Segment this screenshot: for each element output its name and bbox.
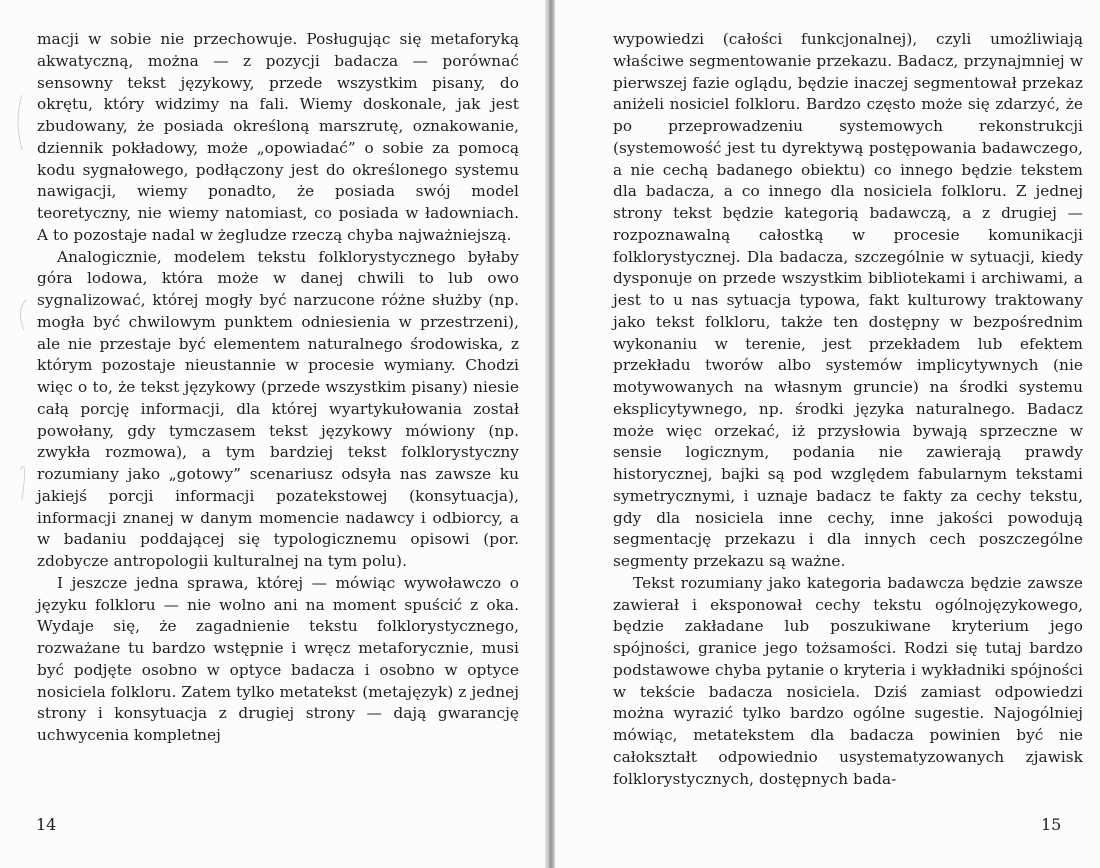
left-page-text: [37, 29, 519, 747]
left-paragraph-3: I jeszcze jedna sprawa, której — mówiąc wywoławczo o języku folkloru — nie wolno ani na moment spuścić z oka. Wydaje się, że zagadnienie tekstu folklorystycznego, rozważane tu bardzo wstępnie i wręcz metaforycznie, musi być podjęte osobno w optyce badacza i osobno w optyce nosiciela folkloru. Zatem tylko metatekst (metajęzyk) z jednej strony i konsytuacja z drugiej strony — dają gwarancję uchwycenia kompletnej: [37, 573, 519, 744]
right-page-number: 15: [1041, 815, 1062, 834]
right-paragraph-2: Tekst rozumiany jako kategoria badawcza będzie zawsze zawierał i eksponował cechy tekstu ogólnojęzykowego, będzie zakładane lub poszukiwane kryterium jego spójności, granice jego tożsamości. Rodzi się tutaj bardzo podstawowe chyba pytanie o kryteria i wykładniki spójności w tekście badacza nosiciela. Dziś zamiast odpowiedzi można wyrazić tylko bardzo ogólne sugestie. Najogólniej mówiąc, metatekstem dla badacza powinien być nie całokształt odpowiednio usystematyzowanych zjawisk folklorystycznych, dostępnych bada-: [613, 573, 1083, 788]
pencil-stroke-1: [18, 95, 22, 150]
right-page-text: [613, 29, 1083, 790]
pencil-stroke-2: [20, 300, 26, 330]
pencil-stroke-3: [20, 466, 25, 500]
right-paragraph-1: wypowiedzi (całości funkcjonalnej), czyli umożliwiają właściwe segmentowanie przekazu. Badacz, przynajmniej w pierwszej fazie oglądu, będzie inaczej segmentował przekaz aniżeli nosiciel folkloru. Bardzo często może się zdarzyć, że po przeprowadzeniu systemowych rekonstrukcji (systemowość jest tu dyrektywą postępowania badawczego, a nie cechą badanego obiektu) co innego będzie tekstem dla badacza, a co innego dla nosiciela folkloru. Z jednej strony tekst będzie kategorią badawczą, a z drugiej — rozpoznawalną całostką w procesie komunikacji folklorystycznej. Dla badacza, szczególnie w sytuacji, kiedy dysponuje on przede wszystkim bibliotekami i archiwami, a jest to u nas sytuacja typowa, fakt kulturowy traktowany jako tekst folkloru, także ten dostępny w bezpośrednim wykonaniu w terenie, jest przekładem lub efektem przekładu tworów albo systemów implicytywnych (nie motywowanych na własnym gruncie) na środki systemu eksplicytywnego, np. środki języka naturalnego. Badacz może więc orzekać, iż przysłowia bywają sprzeczne w sensie logicznym, podania nie zawierają prawdy historycznej, bajki są pod względem fabularnym tekstami symetrycznymi, i uznaje badacz te fakty za cechy tekstu, gdy dla nosiciela inne cechy, inne jakości powodują segmentację przekazu i dla innych cech poszczególne segmenty przekazu są ważne.: [613, 30, 1083, 570]
right-page: [553, 0, 1100, 868]
left-paragraph-2: Analogicznie, modelem tekstu folklorystycznego byłaby góra lodowa, która może w danej chwili to lub owo sygnalizować, której mogły być narzucone różne służby (np. mogła być chwilowym punktem odniesienia w przestrzeni), ale nie przestaje być elementem naturalnego środowiska, z którym pozostaje nieustannie w procesie wymiany. Chodzi więc o to, że tekst językowy (przede wszystkim pisany) niesie całą porcję informacji, dla której wyartykułowania został powołany, gdy tymczasem tekst językowy mówiony (np. zwykła rozmowa), a tym bardziej tekst folklorystyczny rozumiany jako „gotowy” scenariusz odsyła nas zawsze ku jakiejś porcji informacji pozatekstowej (konsytuacja), informacji znanej w danym momencie nadawcy i odbiorcy, a w badaniu poddającej się typologicznemu opisowi (por. zdobycze antropologii kulturalnej na tym polu).: [37, 247, 519, 570]
left-paragraph-1: macji w sobie nie przechowuje. Posługując się metaforyką akwatyczną, można — z pozycji badacza — porównać sensowny tekst językowy, przede wszystkim pisany, do okrętu, który widzimy na fali. Wiemy doskonale, jak jest zbudowany, że posiada określoną marszrutę, oznakowanie, dziennik pokładowy, może „opowiadać” o sobie za pomocą kodu sygnałowego, podłączony jest do określonego systemu nawigacji, wiemy ponadto, że posiada swój model teoretyczny, nie wiemy natomiast, co posiada w ładowniach. A to pozostaje nadal w żegludze rzeczą chyba najważniejszą.: [37, 30, 519, 244]
left-page: [0, 0, 547, 868]
left-page-number: 14: [36, 815, 57, 834]
pencil-marks-left: [0, 0, 60, 868]
